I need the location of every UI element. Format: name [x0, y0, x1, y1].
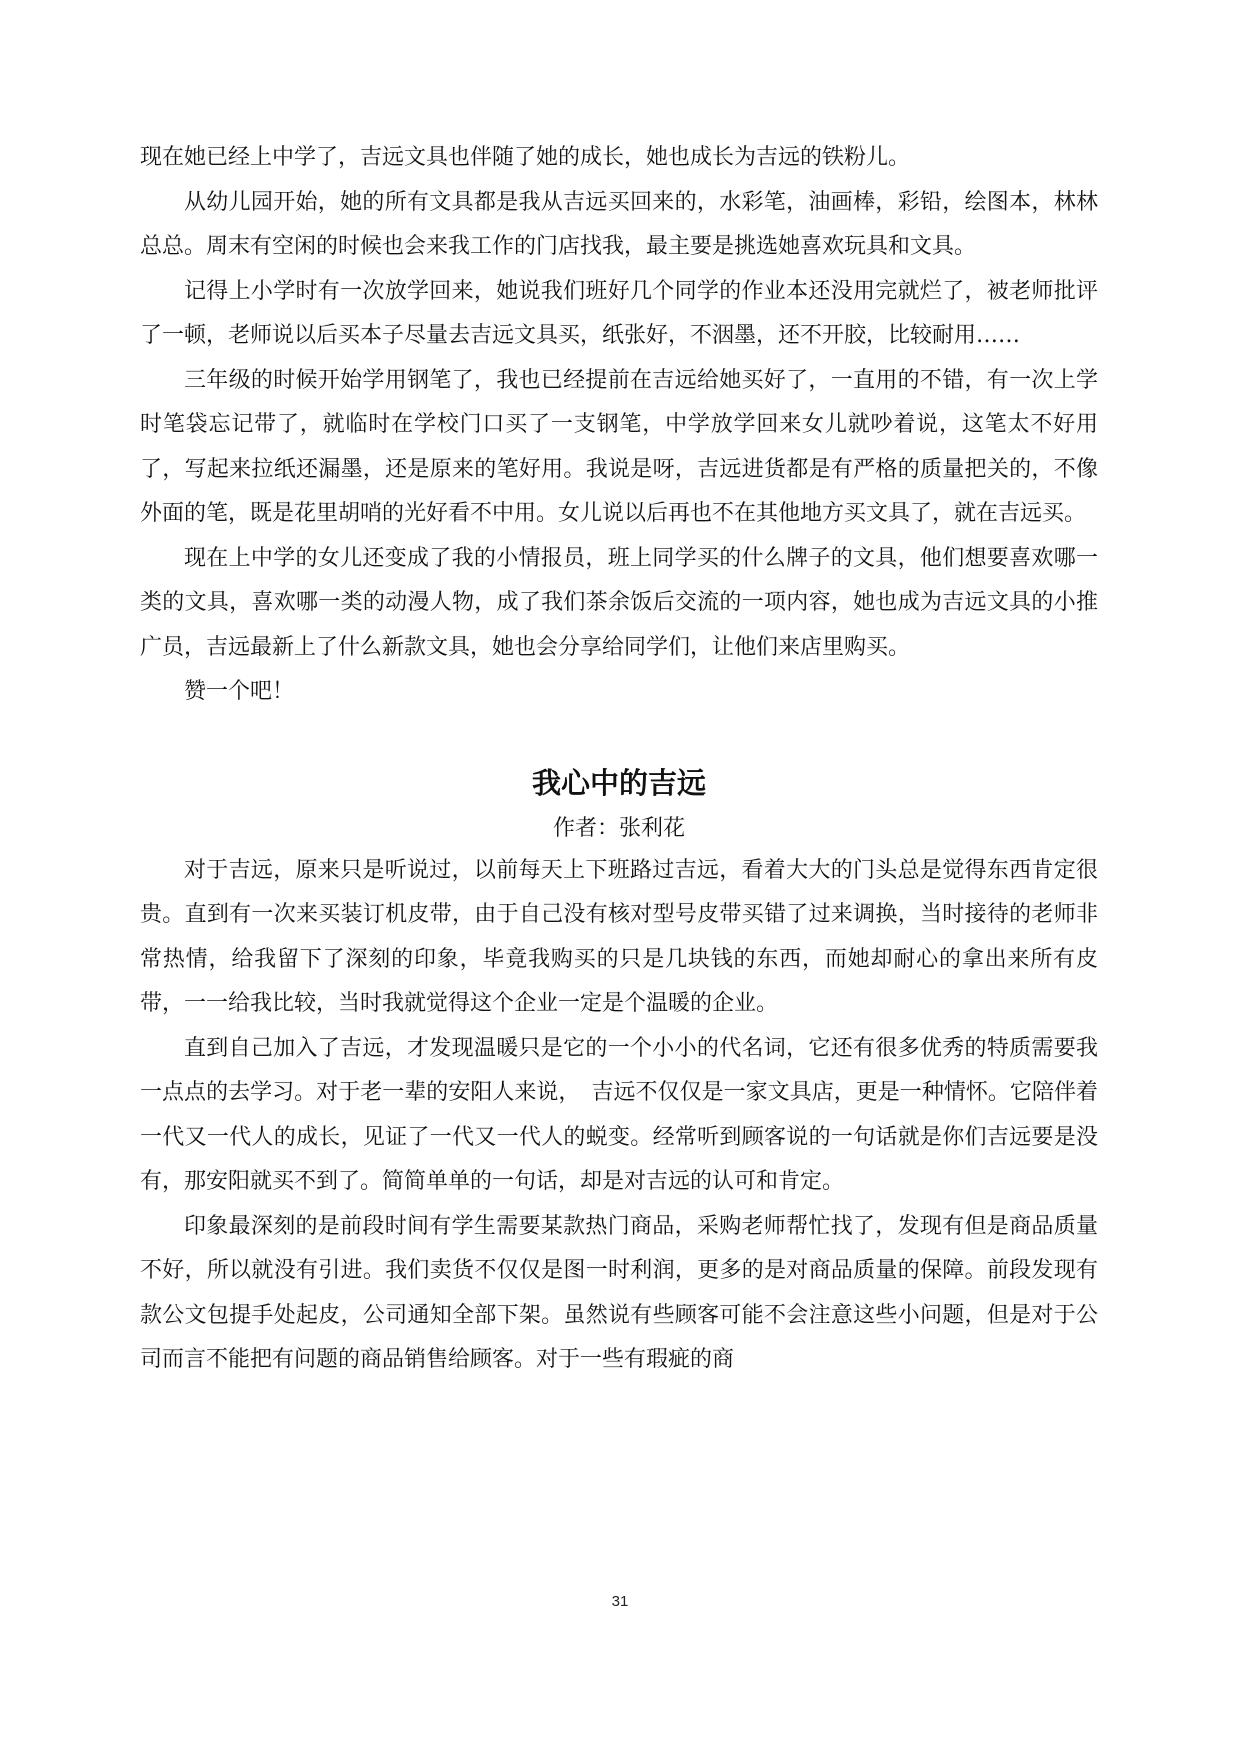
body-paragraph: 从幼儿园开始，她的所有文具都是我从吉远买回来的，水彩笔，油画棒，彩铅，绘图本，林林总总。周末有空闲的时候也会来我工作的门店找我，最主要是挑选她喜欢玩具和文具。: [140, 189, 1098, 259]
body-paragraph: 印象最深刻的是前段时间有学生需要某款热门商品，采购老师帮忙找了，发现有但是商品质量不好，所以就没有引进。我们卖货不仅仅是图一时利润，更多的是对商品质量的保障。前段发现有款公文包提手处起皮，公司通知全部下架。虽然说有些顾客可能不会注意这些小问题，但是对于公司而言不能把有问题的商品销售给顾客。对于一些有瑕疵的商: [140, 1213, 1098, 1372]
article-author: 作者：张利花: [552, 815, 685, 841]
body-paragraph: 对于吉远，原来只是听说过，以前每天上下班路过吉远，看着大大的门头总是觉得东西肯定很贵。直到有一次来买装订机皮带，由于自己没有核对型号皮带买错了过来调换，当时接待的老师非常热情，给我留下了深刻的印象，毕竟我购买的只是几块钱的东西，而她却耐心的拿出来所有皮带，一一给我比较，当时我就觉得这个企业一定是个温暖的企业。: [140, 857, 1098, 1016]
section-spacer: [140, 715, 1098, 757]
body-paragraph: 现在她已经上中学了，吉远文具也伴随了她的成长，她也成长为吉远的铁粉儿。: [140, 145, 911, 170]
body-paragraph: 现在上中学的女儿还变成了我的小情报员，班上同学买的什么牌子的文具，他们想要喜欢哪一类的文具，喜欢哪一类的动漫人物，成了我们茶余饭后交流的一项内容，她也成为吉远文具的小推广员，吉远最新上了什么新款文具，她也会分享给同学们，让他们来店里购买。: [140, 545, 1098, 660]
article-title: 我心中的吉远: [531, 765, 706, 800]
body-paragraph: 赞一个吧！: [184, 679, 295, 704]
body-paragraph: 直到自己加入了吉远，才发现温暖只是它的一个小小的代名词，它还有很多优秀的特质需要我一点点的去学习。对于老一辈的安阳人来说， 吉远不仅仅是一家文具店，更是一种情怀。它陪伴着一代又一代人的成长，见证了一代又一代人的蜕变。经常听到顾客说的一句话就是你们吉远要是没有，那安阳就买不到了。简简单单的一句话，却是对吉远的认可和肯定。: [140, 1035, 1098, 1194]
page-number: 31: [611, 1593, 629, 1610]
body-paragraph: 记得上小学时有一次放学回来，她说我们班好几个同学的作业本还没用完就烂了，被老师批评了一顿，老师说以后买本子尽量去吉远文具买，纸张好，不洇墨，还不开胶，比较耐用……: [140, 278, 1098, 348]
page-body: [140, 136, 1098, 1383]
body-paragraph: 三年级的时候开始学用钢笔了，我也已经提前在吉远给她买好了，一直用的不错，有一次上学时笔袋忘记带了，就临时在学校门口买了一支钢笔，中学放学回来女儿就吵着说，这笔太不好用了，写起来拉纸还漏墨，还是原来的笔好用。我说是呀，吉远进货都是有严格的质量把关的，不像外面的笔，既是花里胡哨的光好看不中用。女儿说以后再也不在其他地方买文具了，就在吉远买。: [140, 367, 1098, 526]
